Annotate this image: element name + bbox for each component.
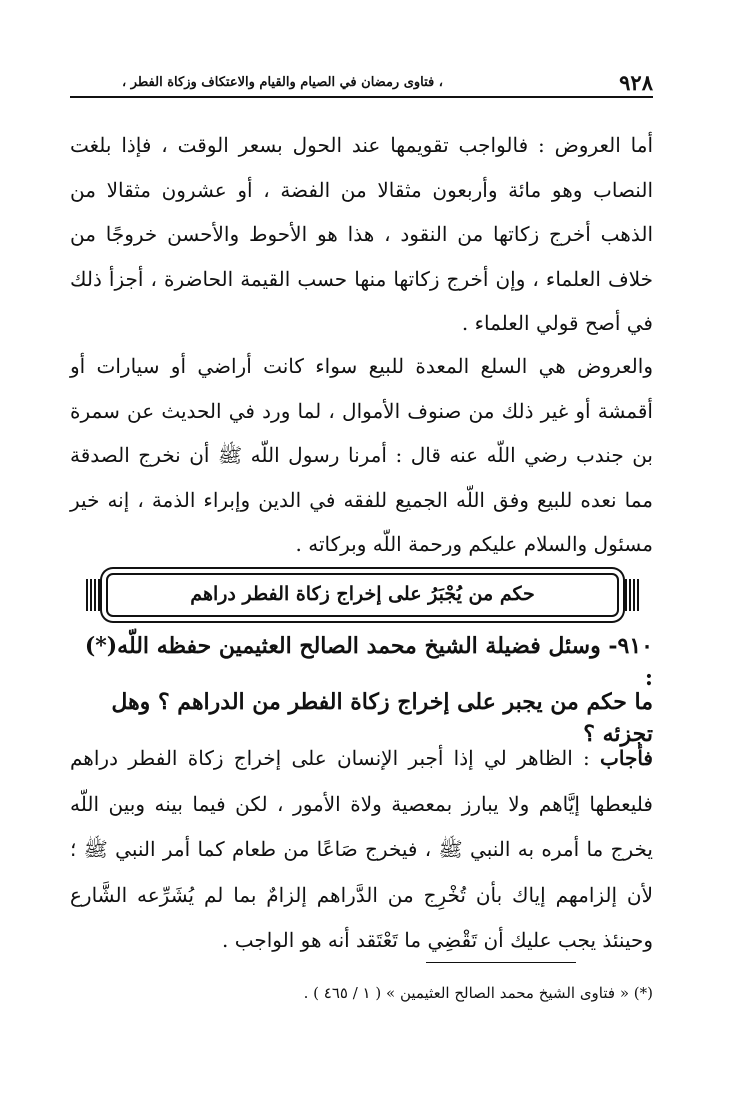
answer-text: : الظاهر لي إذا أجبر الإنسان على إخراج زكاة الفطر دراهم فليعطها إيَّاهم ولا يبارز بمعصية ولاة الأمور ، لكن فيما بينه وبين اللّه يخرج ما أمره به النبي ﷺ ، فيخرج صَاعًا من طعام كما أمر النبي ﷺ ؛ لأن إلزامهم إياك بأن تُخْرِج من الدَّراهم إلزامٌ بما لم يُشَرِّعه الشَّارع وحينئذ يجب عليك أن تَقْضِي ما تَعْتَقد أنه هو الواجب . [70,746,653,952]
section-title-banner [106,573,619,617]
paragraph-urud-definition: والعروض هي السلع المعدة للبيع سواء كانت أراضي أو سيارات أو أقمشة أو غير ذلك من صنوف الأموال ، لما ورد في الحديث عن سمرة بن جندب رضي اللّه عنه قال : أمرنا رسول اللّه ﷺ أن نخرج الصدقة مما نعده للبيع وفق اللّه الجميع للفقه في الدين وإبراء الذمة ، إنه خير مسئول والسلام عليكم ورحمة اللّه وبركاته . [70,354,653,556]
question-number-line: ٩١٠- وسئل فضيلة الشيخ محمد الصالح العثيمين حفظه اللّه(*) : [84,633,653,691]
section-title: حكم من يُجْبَرُ على إخراج زكاة الفطر دراهم [190,583,535,605]
running-title: ، فتاوى رمضان في الصيام والقيام والاعتكاف وزكاة الفطر ، [122,75,443,90]
footnote: (*) « فتاوى الشيخ محمد الصالح العثيمين » ( ١ / ٤٦٥ ) . [303,984,653,1002]
answer-paragraph [70,736,653,964]
banner-ornament-left [86,579,100,611]
page-header [70,72,653,98]
question-text: ما حكم من يجبر على إخراج زكاة الفطر من الدراهم ؟ وهل تجزئه ؟ [111,689,653,747]
answer-label: فأجاب [600,746,653,770]
page-number: ٩٢٨ [619,70,653,95]
footnote-separator [426,962,576,963]
paragraph-urud-valuation: أما العروض : فالواجب تقويمها عند الحول بسعر الوقت ، فإذا بلغت النصاب وهو مائة وأربعون مثقالا من الفضة ، أو عشرون مثقالا من الذهب أخرج زكاتها من النقود ، هذا هو الأحوط والأحسن خروجًا من خلاف العلماء ، وإن أخرج زكاتها منها حسب القيمة الحاضرة ، أجزأ ذلك في أصح قولي العلماء . [70,133,653,335]
banner-ornament-right [625,579,639,611]
